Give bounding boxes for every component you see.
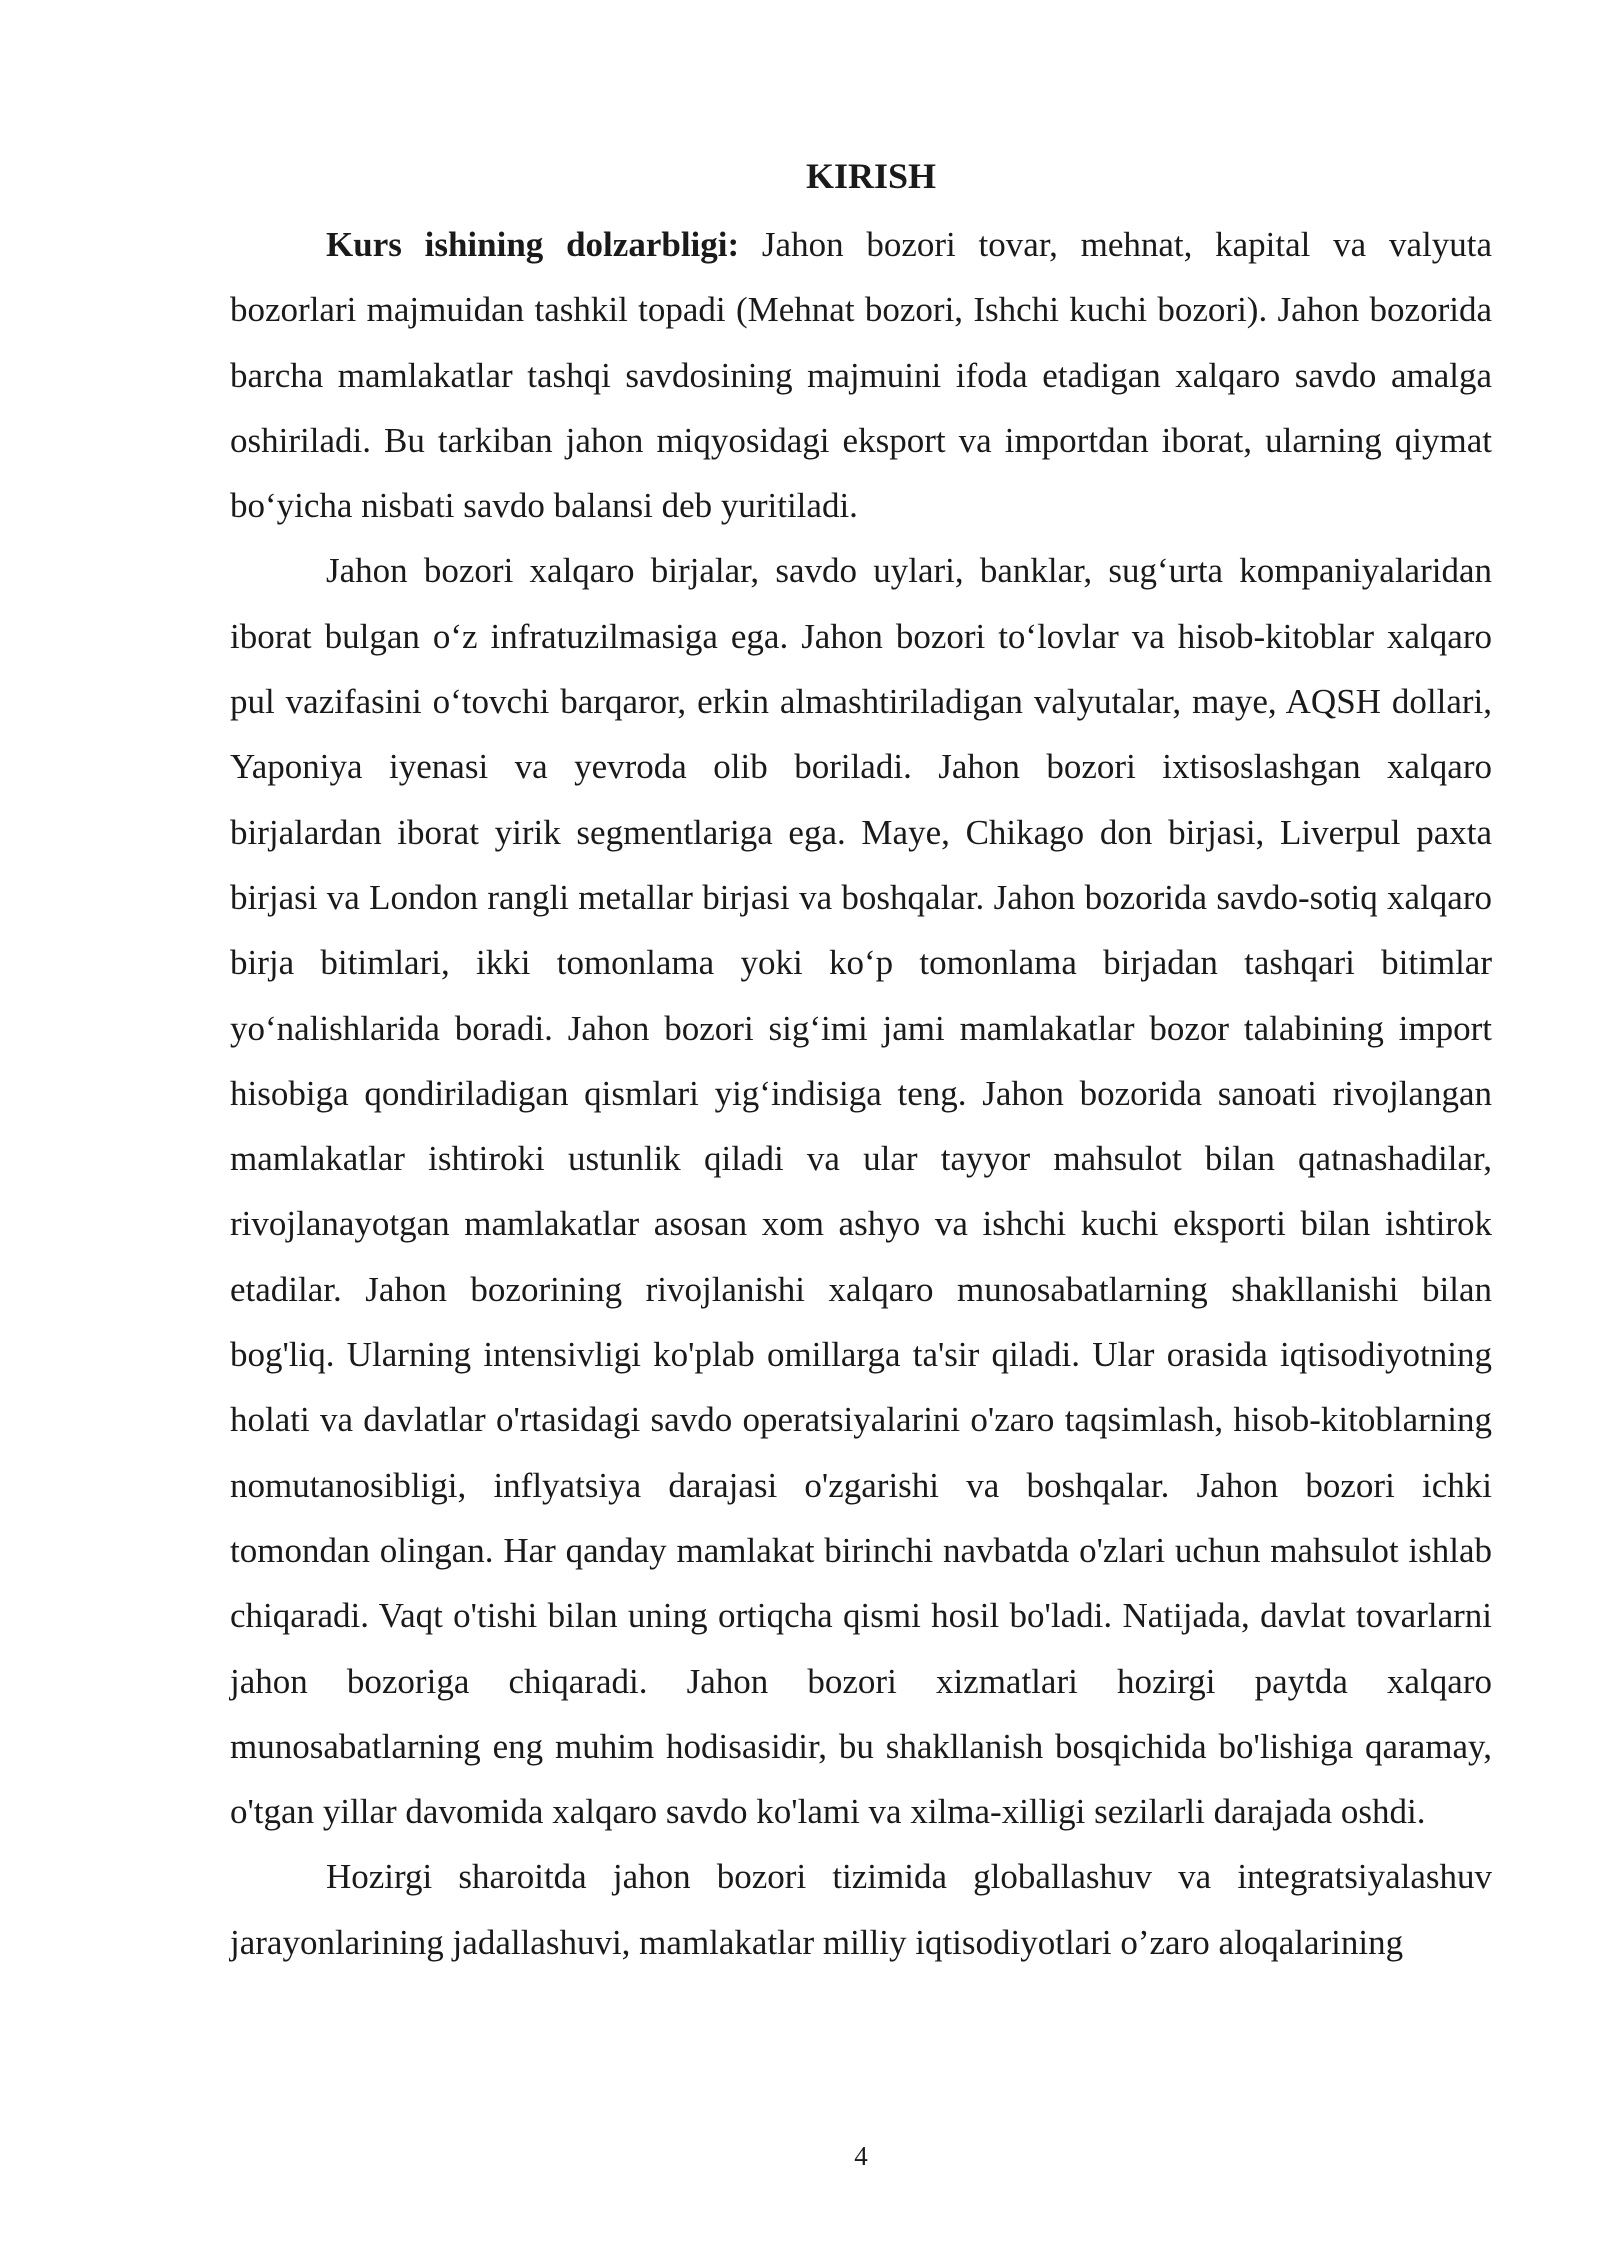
page-content [230,150,1492,1975]
paragraph-current-conditions [230,1844,1492,1975]
paragraph-text: Jahon bozori tovar, mehnat, kapital va valyuta bozorlari majmuidan tashkil topadi (Mehnat bozori, Ishchi kuchi bozori). Jahon bozorida barcha mamlakatlar tashqi savdosining majmuini ifoda etadigan xalqaro savdo amalga oshiriladi. Bu tarkiban jahon miqyosidagi eksport va importdan iborat, ularning qiymat boʻyicha nisbati savdo balansi deb yuritiladi. [230,225,1492,526]
paragraph-text: Hozirgi sharoitda jahon bozori tizimida globallashuv va integratsiyalashuv jarayonlarining jadallashuvi, mamlakatlar milliy iqtisodiyotlari o’zaro aloqalarining [230,1857,1492,1962]
page-number: 4 [854,2141,868,2171]
paragraph-lead: Kurs ishining dolzarbligi: [326,225,740,264]
section-heading: KIRISH [805,156,937,196]
paragraph-relevance [230,212,1492,538]
paragraph-text: Jahon bozori xalqaro birjalar, savdo uylari, banklar, sugʻurta kompaniyalaridan iborat bulgan oʻz infratuzilmasiga ega. Jahon bozori toʻlovlar va hisob-kitoblar xalqaro pul vazifasini oʻtovchi barqaror, erkin almashtiriladigan valyutalar, maye, AQSH dollari, Yaponiya iyenasi va yevroda olib boriladi. Jahon bozori ixtisoslashgan xalqaro birjalardan iborat yirik segmentlariga ega. Maye, Chikago don birjasi, Liverpul paxta birjasi va London rangli metallar birjasi va boshqalar. Jahon bozorida savdo-sotiq xalqaro birja bitimlari, ikki tomonlama yoki koʻp tomonlama birjadan tashqari bitimlar yoʻnalishlarida boradi. Jahon bozori sigʻimi jami mamlakatlar bozor talabining import hisobiga qondiriladigan qismlari yigʻindisiga teng. Jahon bozorida sanoati rivojlangan mamlakatlar ishtiroki ustunlik qiladi va ular tayyor mahsulot bilan qatnashadilar, rivojlanayotgan mamlakatlar asosan xom ashyo va ishchi kuchi eksporti bilan ishtirok etadilar. Jahon bozorining rivojlanishi xalqaro munosabatlarning shakllanishi bilan bog'liq. Ularning intensivligi ko'plab omillarga ta'sir qiladi. Ular orasida iqtisodiyotning holati va davlatlar o'rtasidagi savdo operatsiyalarini o'zaro taqsimlash, hisob-kitoblarning nomutanosibligi, inflyatsiya darajasi o'zgarishi va boshqalar. Jahon bozori ichki tomondan olingan. Har qanday mamlakat birinchi navbatda o'zlari uchun mahsulot ishlab chiqaradi. Vaqt o'tishi bilan uning ortiqcha qismi hosil bo'ladi. Natijada, davlat tovarlarni jahon bozoriga chiqaradi. Jahon bozori xizmatlari hozirgi paytda xalqaro munosabatlarning eng muhim hodisasidir, bu shakllanish bosqichida bo'lishiga qaramay, o'tgan yillar davomida xalqaro savdo ko'lami va xilma-xilligi sezilarli darajada oshdi. [230,551,1492,1832]
paragraph-world-market [230,538,1492,1844]
